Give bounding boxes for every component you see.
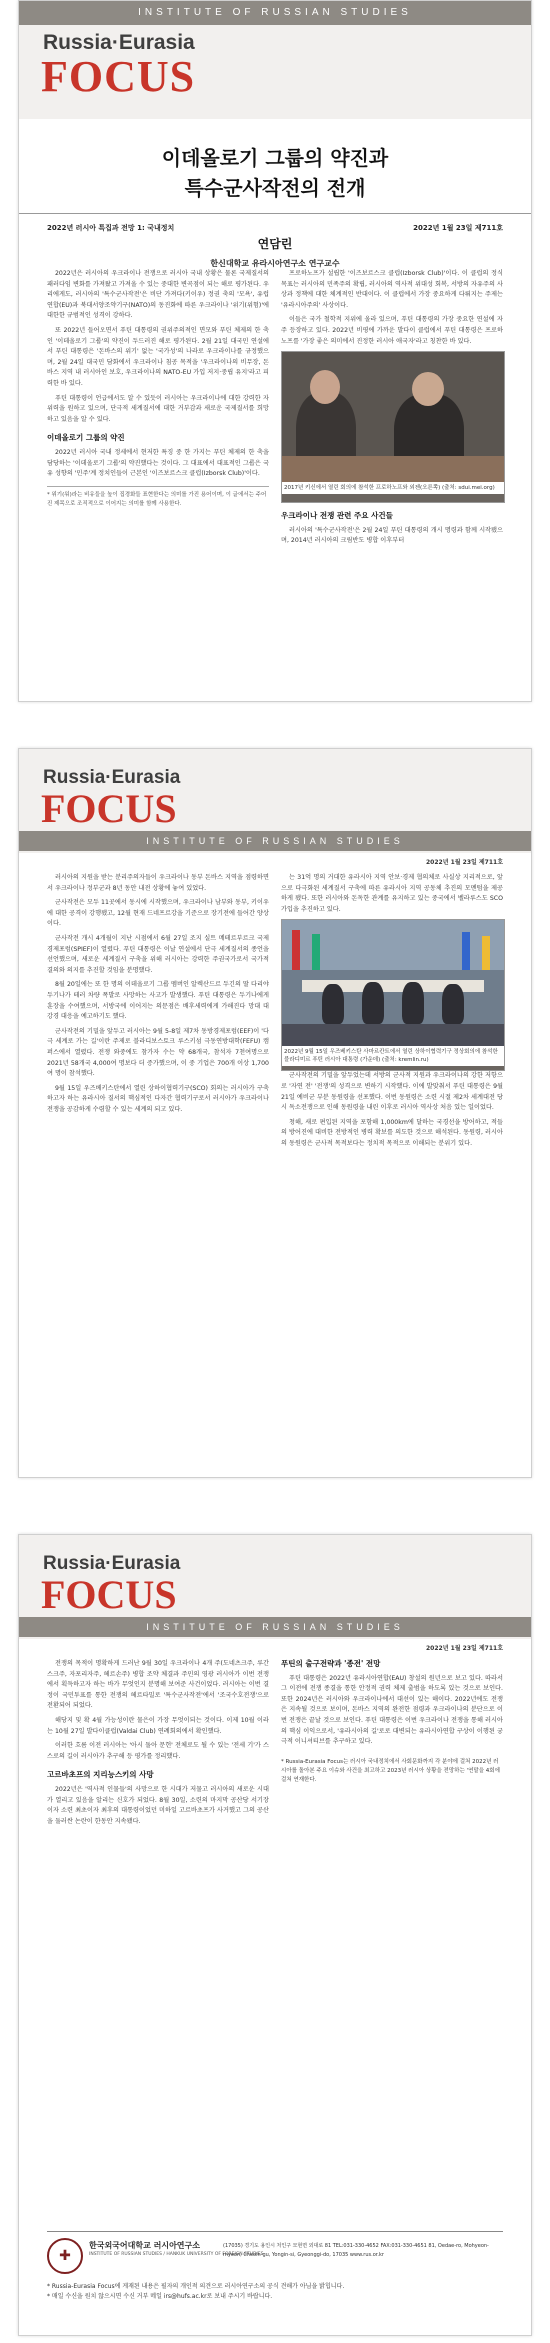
article-title [19, 143, 531, 203]
title-line-2: 특수군사작전의 전개 [184, 176, 366, 200]
masthead-name-line1: Russia·Eurasia [43, 767, 181, 788]
page2-columns [47, 873, 503, 1463]
paragraph: 2022년은 러시아의 우크라이나 전쟁으로 러시아 국내 상황은 물론 국제질서의 패러다임 변화를 가져왔고 가져올 수 있는 중대한 변곡점이 되는 해로 평가된다. 우리에게도, 러시아의 '특수군사작전'은 비단 가져다(키이우) 정권 축의 '모욕', 유럽연합(EU)과 북대서양조약기구(NATO)의 동진화에 따른 우크라이나 '위기(위험)'에 대한한 규범적인 성격이 강하다. [47, 270, 269, 320]
paragraph: 러시아의 '특수군사작전'은 2월 24일 푸틴 대통령의 개시 명령과 함께 시작됐으며, 2014년 러시아의 크림반도 병합 이후부터 [281, 526, 503, 545]
section-heading: 우크라이나 전쟁 관련 주요 사건들 [281, 511, 393, 521]
paragraph: 전쟁의 목적이 명확하게 드러난 9월 30일 우크라이나 4개 주(도네츠크주, 루간스크주, 자포리자주, 헤르손주) 병합 조약 체결과 주민의 영광 러시아가 이번 전쟁에서 획득하고자 하는 바가 무엇인지 분명해 보여준 사건이었다. 러시아는 이번 결정이 국민투표를 통한 전쟁의 헤르타밀로 '특수군사작전'에서 '조국수호전쟁'으로 전환되어 되었다. [47, 1660, 269, 1710]
paragraph: 2022년은 '역사적 인물들'의 사망으로 한 시대가 저물고 러시아의 새로운 시대가 열리고 있음을 알리는 신호가 되었다. 8월 30일, 소련의 마지막 공산당 서기장이자 소련 최초이자 최후의 대통령이었던 미하일 고르바초프가 사거했고 그의 공산을 둘러싼 논란이 한동안 지속됐다. [47, 1785, 269, 1825]
paragraph: 군사작전의 기밀을 앞두고 러시아는 9월 5-8일 제7차 동방경제포럼(EEF)이 '다극 세계로 가는 길'이란 주제로 블라디보스토크 루스키섬 극동연방대학(FEFU) 캠퍼스에서 열렸다. 전쟁 와중에도 참가자 수는 약 68개국, 참석자 7천여명으로 2021년 58개국 4,000여 명보다 더 증가했으며, 이 중 기업은 700개 이상 1,700여 명이 참석했다. [47, 1027, 269, 1078]
paragraph: 군사작전 개시 4개월이 지난 시점에서 6월 27일 조지 실트 메테르부르크 국제경제포럼(SPIEF)이 열렸다. 푸틴 대통령은 이날 연설에서 단극 세계질서의 종언을 선언했으며, 새로운 세계질서 구축을 위해 러시아는 강력한 주권국가로서 국가적 결의와 의지를 추진할 것임을 분명했다. [47, 934, 269, 974]
masthead-name-line2: FOCUS [41, 1572, 177, 1617]
page1-columns [47, 269, 503, 689]
issue-right: 2022년 1월 23일 제711호 [413, 224, 503, 232]
section-heading: 이데올로기 그룹의 약진 [47, 433, 125, 443]
photo-caption: 2017년 키신에서 열린 회의에 참석한 프로하노프와 외젠(오른쪽) (출처: sdui.mei.org) [282, 482, 504, 494]
masthead-tagline: INSTITUTE OF RUSSIAN STUDIES [19, 1, 531, 25]
title-line-1: 이데올로기 그룹의 약진과 [161, 146, 389, 170]
section-heading: 푸틴의 출구전략과 '종전' 전망 [281, 1659, 381, 1668]
institute-name: 한국외국어대학교 러시아연구소 [89, 2241, 200, 2250]
paragraph: 푸틴 대통령이 언급에서도 알 수 있듯이 러시아는 우크라이나에 대한 강력한 자위력을 원하고 있으며, 단극적 세계질서에 대한 거부감과 새로운 국제질서를 희망하고 있음을 알 수 있다. [47, 394, 269, 423]
photo-prokhanov [281, 351, 505, 503]
unsubscribe-note: * 매일 수신을 원치 않으시면 수신 거부 메일 irs@hufs.ac.kr로 보내 주시기 바랍니다. [47, 2293, 273, 2300]
paragraph: 또 2022년 들어오면서 푸틴 대통령의 권위주의적인 면모와 푸틴 체제의 한 축인 '이데올로기 그룹'의 약진이 두드러진 해로 평가된다. 2월 21일 대국민 연설에서 푸틴 대통령은 '돈바스의 위기' 없는 '국가성'의 나라로 우크라이나를 규정했으며, 2월 24일 대국민 담화에서 우크라이나 침공 목적을 '우크라이나의 비무장, 돈바스 지역 내 러시아인 보호, 우크라이나의 NATO-EU 가입 저지·중립 유지'라고 피력한 바 있다. [47, 326, 269, 387]
institute-logo: ✚ [47, 2238, 83, 2274]
footer-notes [47, 2282, 344, 2302]
paragraph: 9월 15일 우즈베키스탄에서 열린 상하이협력기구(SCO) 회의는 러시아가 구축하고자 하는 유라시아 질서의 핵심적인 다자간 협력기구로서 러시아가 우크라이나 전쟁을 공감하게 수렴할 수 있는 세계의 되고 있다. [47, 1084, 269, 1113]
masthead [19, 1, 531, 119]
page1-right-column [281, 269, 503, 551]
masthead-tagline: INSTITUTE OF RUSSIAN STUDIES [19, 831, 531, 851]
issue-date: 2022년 1월 23일 제711호 [426, 859, 503, 866]
paragraph: 푸틴 대통령은 2022년 유라시아연합(EAU) 창설의 원년으로 보고 있다. 따라서 그 이전에 전쟁 종결을 통한 안정적 권력 체제 출범을 하도록 있는 것으로 보인다. 또한 2024년은 러시아와 우크라이나에서 대선이 있는 해이다. 2022년에도 전쟁은 지속될 것으로 보이며, 돈바스 지역의 완전한 점령과 우크라이나의 분단으로 이번 전쟁은 끝날 것으로 보인다. 푸틴 대통령은 이번 우크라이나 전쟁을 통해 러시아의 핵심 이익으로서, '유라시아의 길'로로 대변되는 유라시아연합 구상이 이행된 궁극적 이니셔티브를 추구하고 있다. [281, 1674, 503, 1746]
issue-left: 2022년 러시아 특집과 전망 1: 국내정치 [47, 224, 175, 232]
series-footnote: * Russia-Eurasia Focus는 러시아 국내정치에서 사회문화까지 각 분야에 걸쳐 2022년 러시아를 돌아본 주요 이슈와 사건을 최고하고 2023년 러시아 상황을 전망하는 '연말을 4회에 걸쳐 연재한다. [281, 1758, 500, 1783]
issue-date: 2022년 1월 23일 제711호 [426, 1645, 503, 1652]
masthead-name-line1: Russia·Eurasia [43, 1553, 181, 1574]
disclaimer-note: * Russia-Eurasia Focus에 게재된 내용은 필자의 개인적 의견으로 러시아연구소의 공식 견해가 아님을 밝힙니다. [47, 2283, 345, 2290]
institute-address: (17035) 경기도 용인시 처인구 모현면 외대로 81 TEL:031-330-4652 FAX:031-330-4651 81, Oedae-ro, Mohyeon-myeon, Cheoin-gu, Yongin-si, Gyeonggi-do, 17035 www.rus.or.kr [223, 2243, 489, 2258]
paragraph: 군사작전은 모두 11곳에서 동시에 시작했으며, 우크라이나 남부와 동부, 키이우에 대한 공격이 강행됐고, 12월 현재 드네프르강을 기준으로 장기전에 들어간 양상이다. [47, 899, 269, 928]
masthead [19, 749, 531, 853]
masthead-tagline: INSTITUTE OF RUSSIAN STUDIES [19, 1617, 531, 1637]
masthead-name-line1: Russia·Eurasia [43, 31, 195, 54]
page3-left-column [47, 1659, 269, 1831]
footnote: * 위기(워)라는 비유들을 높이 집경화들 표현한다는 의미를 가진 용어이며, 이 글에서는 주어진 제목으로 조직적으로 이어지는 의미를 함께 사용한다. [47, 486, 269, 509]
section-heading: 고르바초프의 지리능스키의 사망 [47, 1770, 154, 1780]
paragraph: 러시아의 지원을 받는 분리주의자들이 우크라이나 동부 돈바스 지역을 점령하면서 우크라이나 정부군과 8년 동안 내전 상황에 놓여 있었다. [47, 874, 269, 892]
page2-right-column [281, 873, 503, 1154]
footer [47, 2231, 503, 2334]
masthead-name-line2: FOCUS [41, 52, 196, 101]
page-1 [18, 0, 532, 702]
photo-image [282, 920, 504, 1046]
institute-subtitle: INSTITUTE OF RUSSIAN STUDIES / HANKUK UNIVERSITY OF FOREIGN STUDIES [89, 2252, 264, 2257]
paragraph: 프로하노프가 설립한 '이즈보르스크 클럽(Izborsk Club)'이다. 이 클럽의 정식 목표는 러시아의 민족주의 확립, 러시아의 역사적 위대성 회복, 서방의 자유주의 사상과 정책에 대한 체계적인 반대이다. 이 클럽에서 가장 중요하게 다뤄지는 주제는 '유라시아주의' 사상이다. [281, 270, 503, 309]
page2-left-column [47, 873, 269, 1119]
photo-sco-summit [281, 919, 505, 1071]
paragraph: 는 31억 명의 거대한 유라시아 지역 안보·경제 협의체로 사실상 지리적으로, 앞으로 다극화된 세계질서 구축에 따른 유라시아 지역 공동체 추진의 모멘텀을 제공하게 됐다. 또한 러시아와 돈독한 관계를 유지하고 있는 중국에서 벨라루스도 SCO 가입을 추진하고 있다. [281, 874, 503, 913]
paragraph: 이들은 국가 철학적 지위에 올라 있으며, 푸틴 대통령의 가장 중요한 연설에 자주 등장하고 있다. 2022년 비평에 가까운 발다이 클럽에서 푸틴 대통령은 프로하노프를 '가장 좋은 의미에서 진정한 러시아 애국자'라고 칭찬한 바 있다. [281, 316, 503, 345]
paragraph: 군사작전의 기밀을 앞두었는데 서방의 군사적 지원과 우크라이나의 강한 저항으로 '자연 전' '전쟁'의 성격으로 변하기 시작했다. 이에 발맞춰서 푸틴 대통령은 9월 21일 예비군 부분 동원령을 선포했다. 이번 동원령은 소련 시절 제2차 세계대전 당시 독소전쟁으로 인해 동원령을 내린 이후로 러시아 역사상 처음 있는 일이었다. [281, 1072, 503, 1112]
page1-left-column [47, 269, 269, 509]
page3-columns [47, 1659, 503, 2219]
photo-caption: 2022년 9월 15일 우즈베키스탄 사마르칸트에서 열린 상하이협력기구 정상회의에 참석한 블라디미르 푸틴 러시아 대통령 (가운데) (출처: kremlin.ru) [282, 1046, 504, 1066]
paragraph: 2022년 러시아 국내 정세에서 현저한 특징 중 한 가지는 푸틴 체제의 한 축을 담당하는 '이데올로기 그룹'의 약진했다는 것이다. 그 대표에서 대표적인 그룹은 국유 성향의 '민주'계 정치인들이 근본인 '이즈보르스크 클럽(Izborsk Club)'이다. [47, 448, 269, 478]
masthead [19, 1535, 531, 1639]
author-name: 연담린 [257, 237, 293, 251]
date-bar [19, 853, 531, 869]
paragraph: 8월 20일에는 또 한 명의 이데올로기 그룹 멤버인 알렉산드르 두긴의 딸 다리야 두기나가 테러 차량 폭발로 사망하는 사고가 발생했다. 푸틴 대통령은 두기나에게 훈장을 수여했으며, 서방국에 이어지는 의문점은 배후세력에게 가해진다 망대 대 강경 대응을 예고하기도 했다. [47, 981, 269, 1021]
page-2 [18, 748, 532, 1478]
paragraph: 해당지 및 확 4월 가능성이란 물은이 가장 무엇이되는 것이다. 이제 10월 이라는 10월 27일 발다이클럽(Valdai Club) 연례회의에서 확인했다. [47, 1716, 269, 1735]
masthead-name-line2: FOCUS [41, 786, 177, 831]
photo-image [282, 352, 504, 482]
date-bar [19, 1639, 531, 1655]
page-3 [18, 1534, 532, 2336]
page3-right-column [281, 1659, 503, 1785]
paragraph: 청해, 새로 편입된 지역을 포함해 1,000km에 달하는 국경선을 방어하고, 적들의 방어진에 대비한 전방적인 병력 확보를 의도한 것으로 해석된다. 동원령, 러시아의 동원령은 군사적 목적보다는 정치적 목적으로 이해되는 분위기 있다. [281, 1118, 503, 1147]
paragraph: 이러한 흐름 이전 러시아는 '아시 돌아 문헌' 전체로도 될 수 있는 '전세 기'가 스스로의 길이 러시아가 추구해 등 평가를 정리했다. [47, 1742, 269, 1760]
author-affiliation: 한신대학교 유라시아연구소 연구교수 [210, 259, 340, 268]
